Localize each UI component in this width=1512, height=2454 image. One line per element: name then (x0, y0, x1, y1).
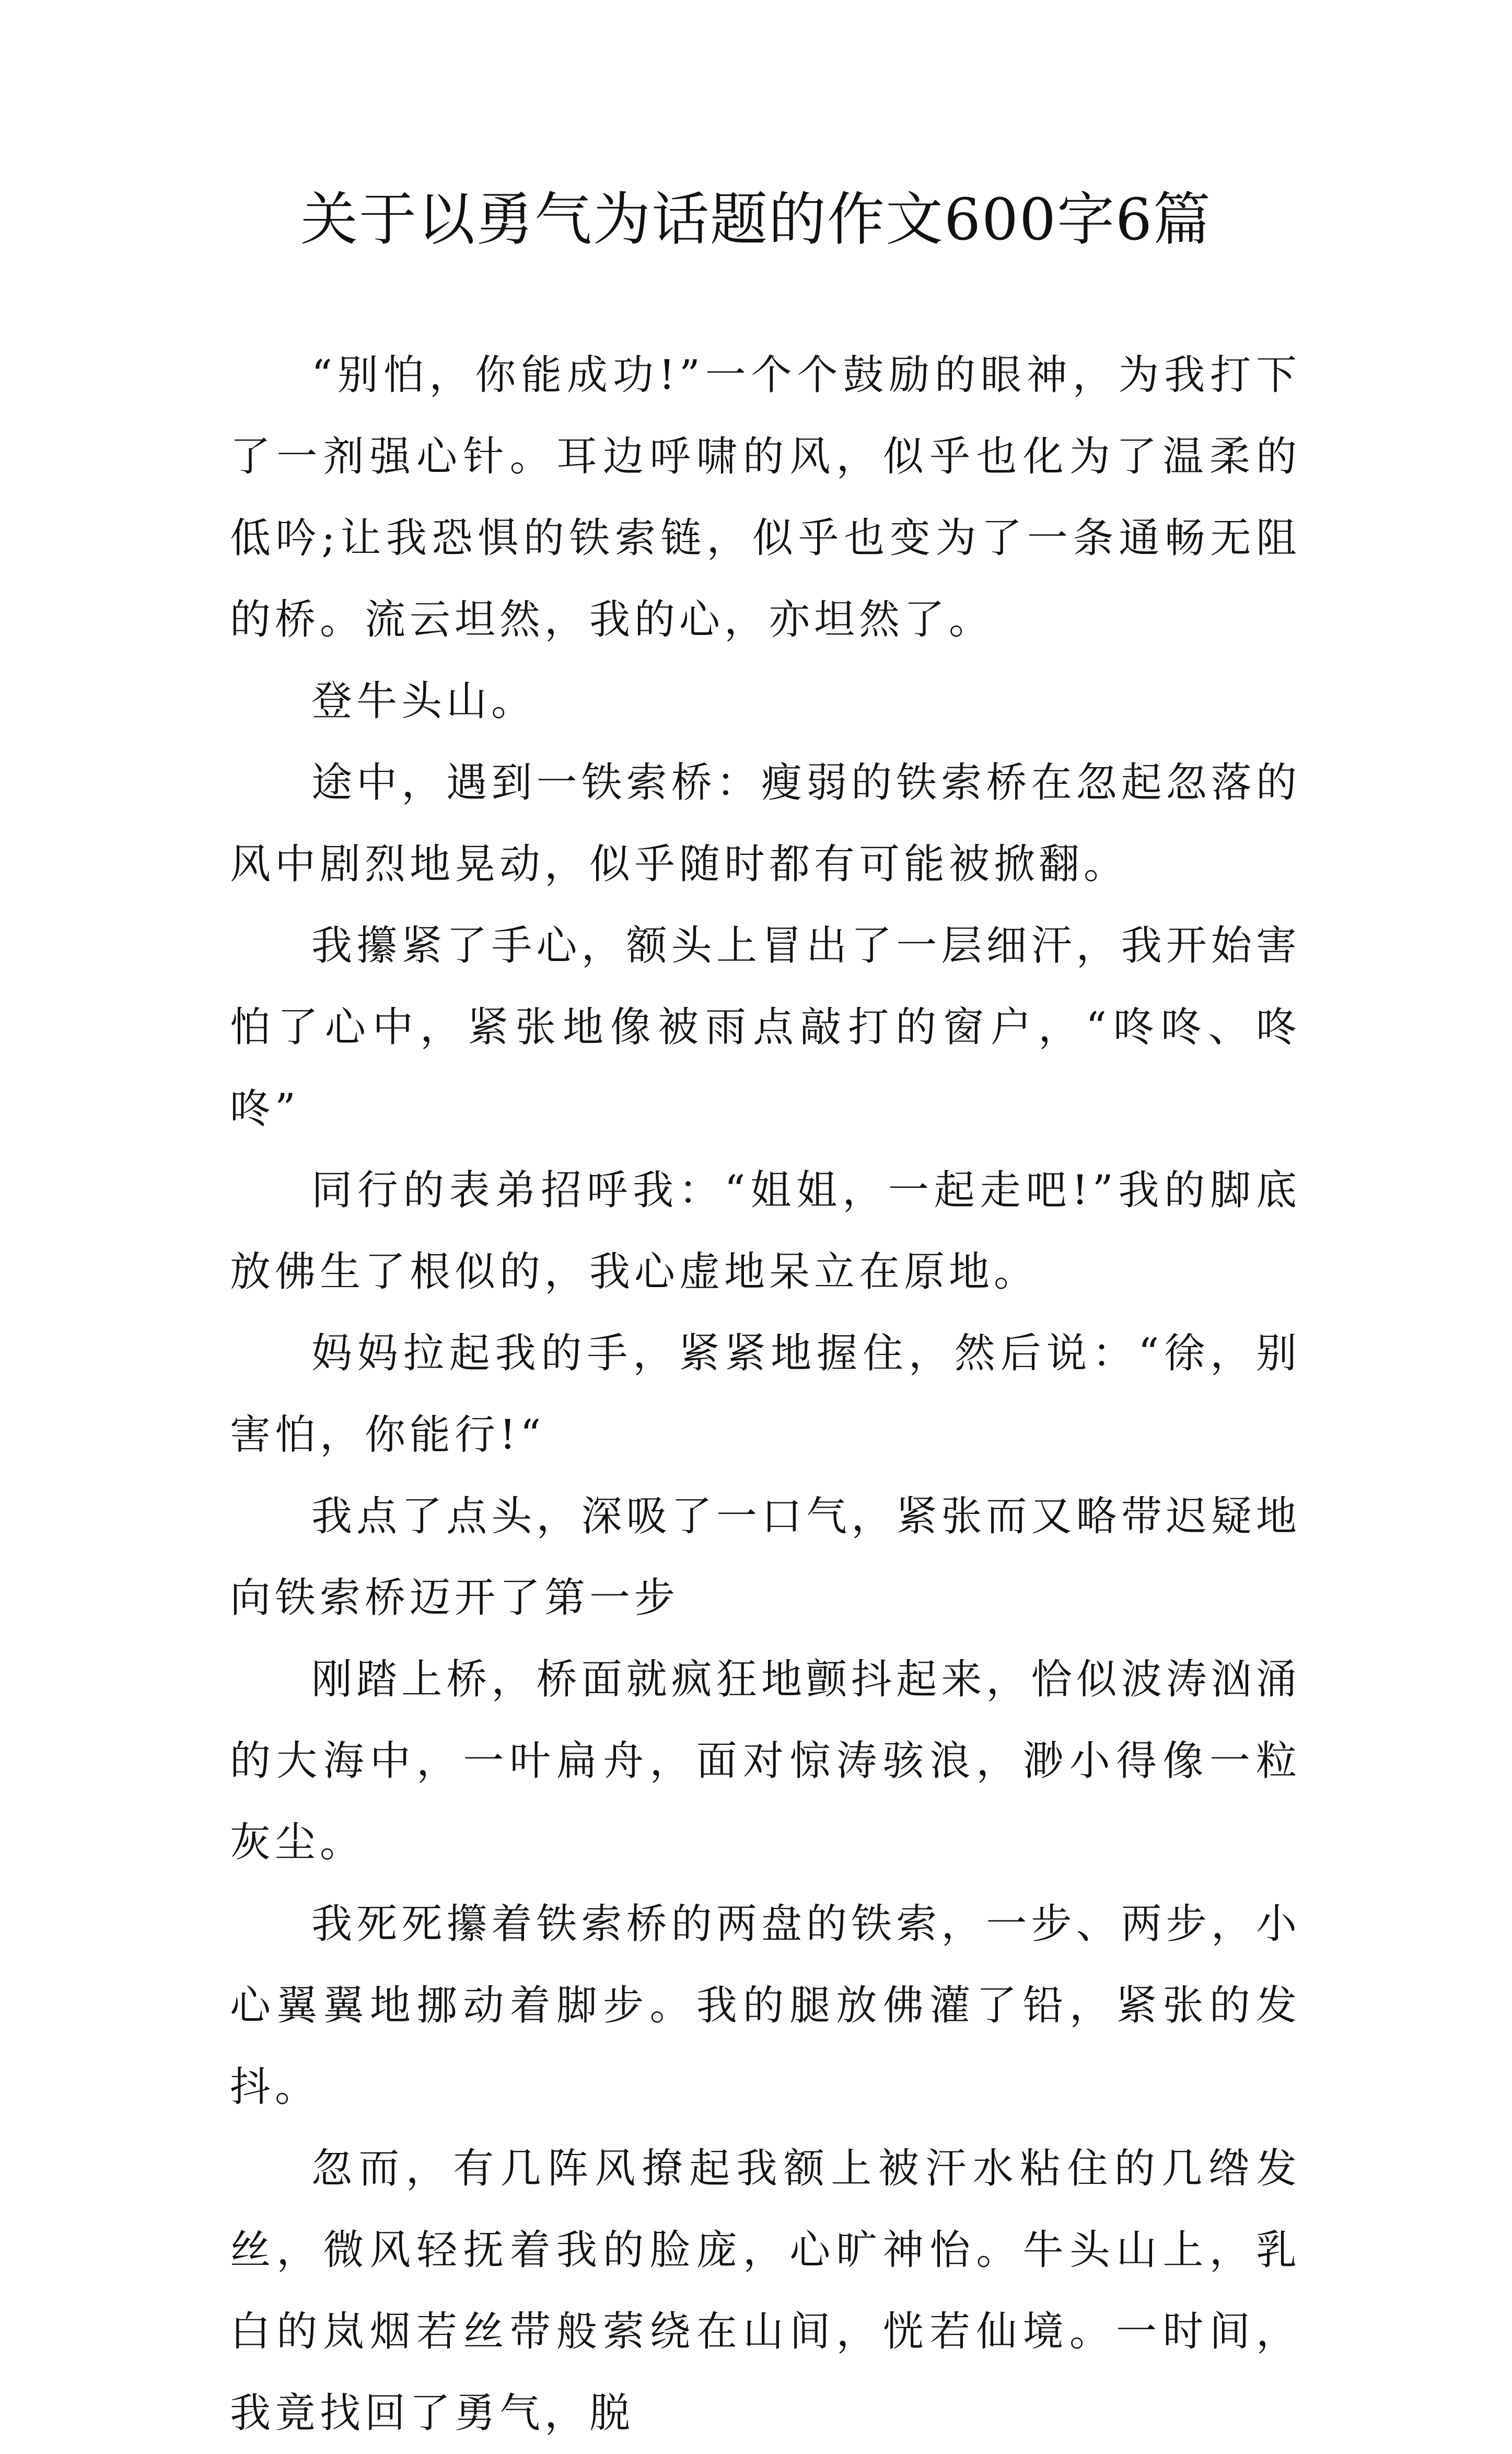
paragraph: 途中，遇到一铁索桥：瘦弱的铁索桥在忽起忽落的风中剧烈地晃动，似乎随时都有可能被掀翻。 (230, 759, 1301, 888)
paragraph: 我点了点头，深吸了一口气，紧张而又略带迟疑地向铁索桥迈开了第一步 (230, 1493, 1301, 1622)
paragraph: 登牛头山。 (311, 678, 537, 725)
paragraph: “别怕，你能成功!”一个个鼓励的眼神，为我打下了一剂强心针。耳边呼啸的风，似乎也化为了温柔的低吟;让我恐惧的铁索链，似乎也变为了一条通畅无阻的桥。流云坦然，我的心，亦坦然了。 (230, 352, 1301, 643)
paragraph: 我死死攥着铁索桥的两盘的铁索，一步、两步，小心翼翼地挪动着脚步。我的腿放佛灌了铅，紧张的发抖。 (230, 1901, 1301, 2111)
paragraph: 同行的表弟招呼我：“姐姐，一起走吧!”我的脚底放佛生了根似的，我心虚地呆立在原地。 (230, 1167, 1301, 1295)
paragraph: 妈妈拉起我的手，紧紧地握住，然后说：“徐，别害怕，你能行!“ (230, 1330, 1301, 1458)
document-body (230, 334, 1301, 2454)
document-title: 关于以勇气为话题的作文600字6篇 (300, 186, 1212, 253)
paragraph: 刚踏上桥，桥面就疯狂地颤抖起来，恰似波涛汹涌的大海中，一叶扁舟，面对惊涛骇浪，渺小得像一粒灰尘。 (230, 1656, 1301, 1866)
paragraph: 忽而，有几阵风撩起我额上被汗水粘住的几绺发丝，微风轻抚着我的脸庞，心旷神怡。牛头山上，乳白的岚烟若丝带般萦绕在山间，恍若仙境。一时间，我竟找回了勇气，脱 (230, 2145, 1301, 2437)
paragraph: 我攥紧了手心，额头上冒出了一层细汗，我开始害怕了心中，紧张地像被雨点敲打的窗户，“咚咚、咚咚” (230, 922, 1301, 1132)
